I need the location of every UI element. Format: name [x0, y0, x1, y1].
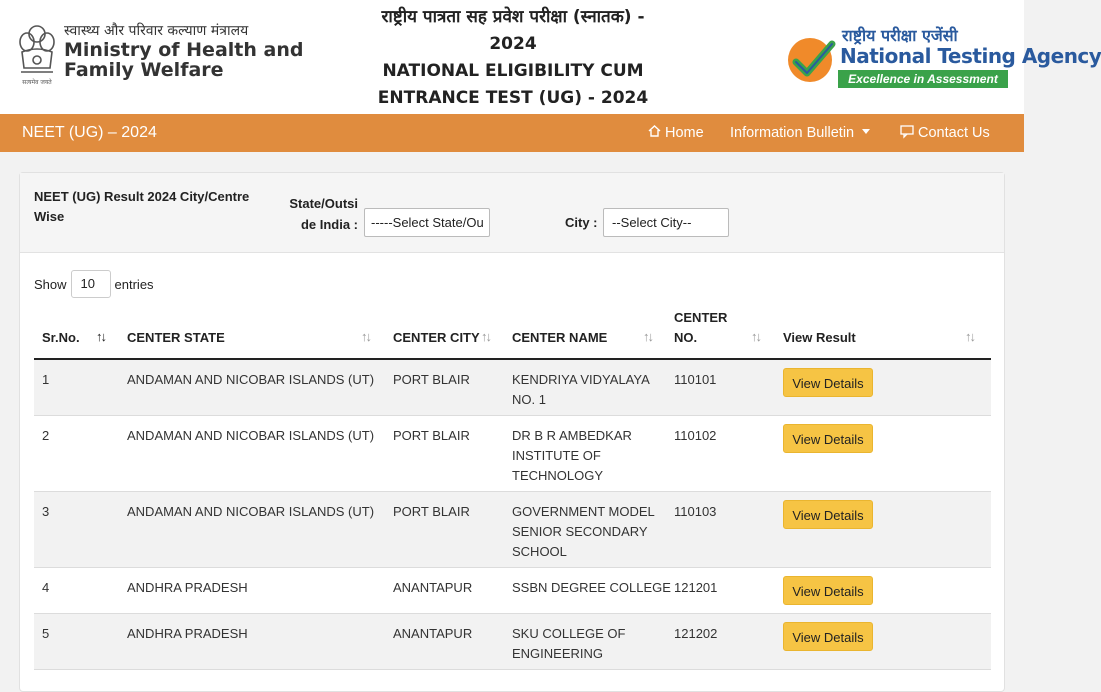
home-icon: [648, 125, 661, 141]
sort-icon: ↑↓: [965, 329, 974, 344]
site-header: [0, 0, 1101, 114]
filter-bar: [20, 173, 1004, 253]
sort-icon: ↑↓: [751, 329, 760, 344]
cell-city: ANANTAPUR: [393, 626, 473, 641]
cell-city: PORT BLAIR: [393, 428, 470, 443]
nav-contact-link[interactable]: [900, 125, 990, 141]
nta-english-name: National Testing Agency: [840, 44, 1101, 68]
cell-state: ANDAMAN AND NICOBAR ISLANDS (UT): [127, 372, 375, 387]
table-row: [34, 492, 991, 568]
sort-icon: ↑↓: [643, 329, 652, 344]
header-center-city[interactable]: CENTER CITY: [393, 330, 480, 345]
city-select[interactable]: --Select City--: [603, 208, 729, 237]
results-table: [34, 307, 991, 670]
chevron-down-icon: [862, 129, 870, 134]
navbar-brand[interactable]: NEET (UG) – 2024: [22, 124, 157, 141]
national-emblem-icon: [16, 22, 58, 90]
cell-srno: 3: [42, 504, 50, 519]
cell-srno: 4: [42, 580, 50, 595]
cell-center-no: 110101: [674, 372, 717, 387]
cell-srno: 5: [42, 626, 50, 641]
nav-home-link[interactable]: [648, 125, 704, 141]
emblem-caption: सत्यमेव जयते: [22, 79, 52, 86]
cell-srno: 1: [42, 372, 50, 387]
view-details-button[interactable]: View Details: [783, 576, 873, 605]
nta-logo[interactable]: [786, 24, 1101, 90]
ministry-logo[interactable]: [16, 22, 303, 90]
cell-center-name: SKU COLLEGE OF ENGINEERING: [512, 626, 626, 661]
cell-center-no: 110103: [674, 504, 717, 519]
table-header: [34, 307, 991, 360]
view-details-button[interactable]: View Details: [783, 424, 873, 453]
nav-home-label: Home: [665, 125, 704, 141]
cell-center-name: GOVERNMENT MODEL SENIOR SECONDARY SCHOOL: [512, 504, 655, 559]
cell-city: PORT BLAIR: [393, 372, 470, 387]
cell-center-name: SSBN DEGREE COLLEGE: [512, 580, 671, 595]
card-title: NEET (UG) Result 2024 City/Centre Wise: [34, 189, 250, 224]
cell-state: ANDHRA PRADESH: [127, 626, 248, 641]
nta-check-icon: [786, 34, 838, 86]
sort-icon: ↑↓: [361, 329, 370, 344]
exam-title-en-line2: ENTRANCE TEST (UG) - 2024: [377, 88, 649, 108]
cell-state: ANDAMAN AND NICOBAR ISLANDS (UT): [127, 504, 375, 519]
entries-per-page-select[interactable]: 10: [71, 270, 111, 298]
main-navbar: [0, 114, 1024, 152]
header-srno[interactable]: Sr.No.: [42, 330, 80, 345]
header-center-name[interactable]: CENTER NAME: [512, 330, 608, 345]
exam-title-en-line1: NATIONAL ELIGIBILITY CUM: [382, 61, 644, 81]
table-row: [34, 360, 991, 416]
header-center-no[interactable]: CENTER NO.: [674, 310, 728, 345]
exam-title-year: 2024: [489, 34, 537, 54]
contact-icon: [900, 125, 914, 141]
ministry-name-line1: Ministry of Health and: [64, 39, 304, 61]
cell-city: ANANTAPUR: [393, 580, 473, 595]
city-label: City :: [565, 215, 598, 230]
cell-center-name: DR B R AMBEDKAR INSTITUTE OF TECHNOLOGY: [512, 428, 632, 483]
view-details-button[interactable]: View Details: [783, 368, 873, 397]
nav-information-bulletin-dropdown[interactable]: [730, 125, 870, 141]
state-select[interactable]: -----Select State/Ou: [364, 208, 490, 237]
sort-icon: ↑↓: [96, 329, 105, 344]
nav-bulletin-label: Information Bulletin: [730, 125, 855, 141]
table-row: [34, 568, 991, 614]
cell-center-no: 110102: [674, 428, 717, 443]
table-row: [34, 416, 991, 492]
cell-city: PORT BLAIR: [393, 504, 470, 519]
nta-tagline: Excellence in Assessment: [838, 70, 1008, 88]
cell-srno: 2: [42, 428, 50, 443]
ministry-name-line2: Family Welfare: [64, 59, 224, 81]
view-details-button[interactable]: View Details: [783, 500, 873, 529]
nav-contact-label: Contact Us: [918, 125, 990, 141]
result-card: [19, 172, 1005, 692]
state-label: State/Outsi de India :: [289, 196, 358, 232]
show-label: Show: [34, 276, 67, 292]
exam-title: [360, 4, 666, 112]
nta-hindi-name: राष्ट्रीय परीक्षा एजेंसी: [842, 26, 958, 45]
cell-center-no: 121202: [674, 626, 718, 641]
entries-label: entries: [114, 276, 154, 292]
ministry-hindi-name: स्वास्थ्य और परिवार कल्याण मंत्रालय: [64, 23, 249, 39]
view-details-button[interactable]: View Details: [783, 622, 873, 651]
cell-state: ANDHRA PRADESH: [127, 580, 248, 595]
sort-icon: ↑↓: [481, 329, 490, 344]
table-row: [34, 614, 991, 670]
header-view-result[interactable]: View Result: [783, 330, 856, 345]
cell-center-no: 121201: [674, 580, 718, 595]
entries-length-control: [34, 270, 154, 298]
cell-state: ANDAMAN AND NICOBAR ISLANDS (UT): [127, 428, 375, 443]
header-center-state[interactable]: CENTER STATE: [127, 330, 225, 345]
exam-title-hindi: राष्ट्रीय पात्रता सह प्रवेश परीक्षा (स्नातक) -: [381, 7, 645, 27]
cell-center-name: KENDRIYA VIDYALAYA NO. 1: [512, 372, 650, 407]
